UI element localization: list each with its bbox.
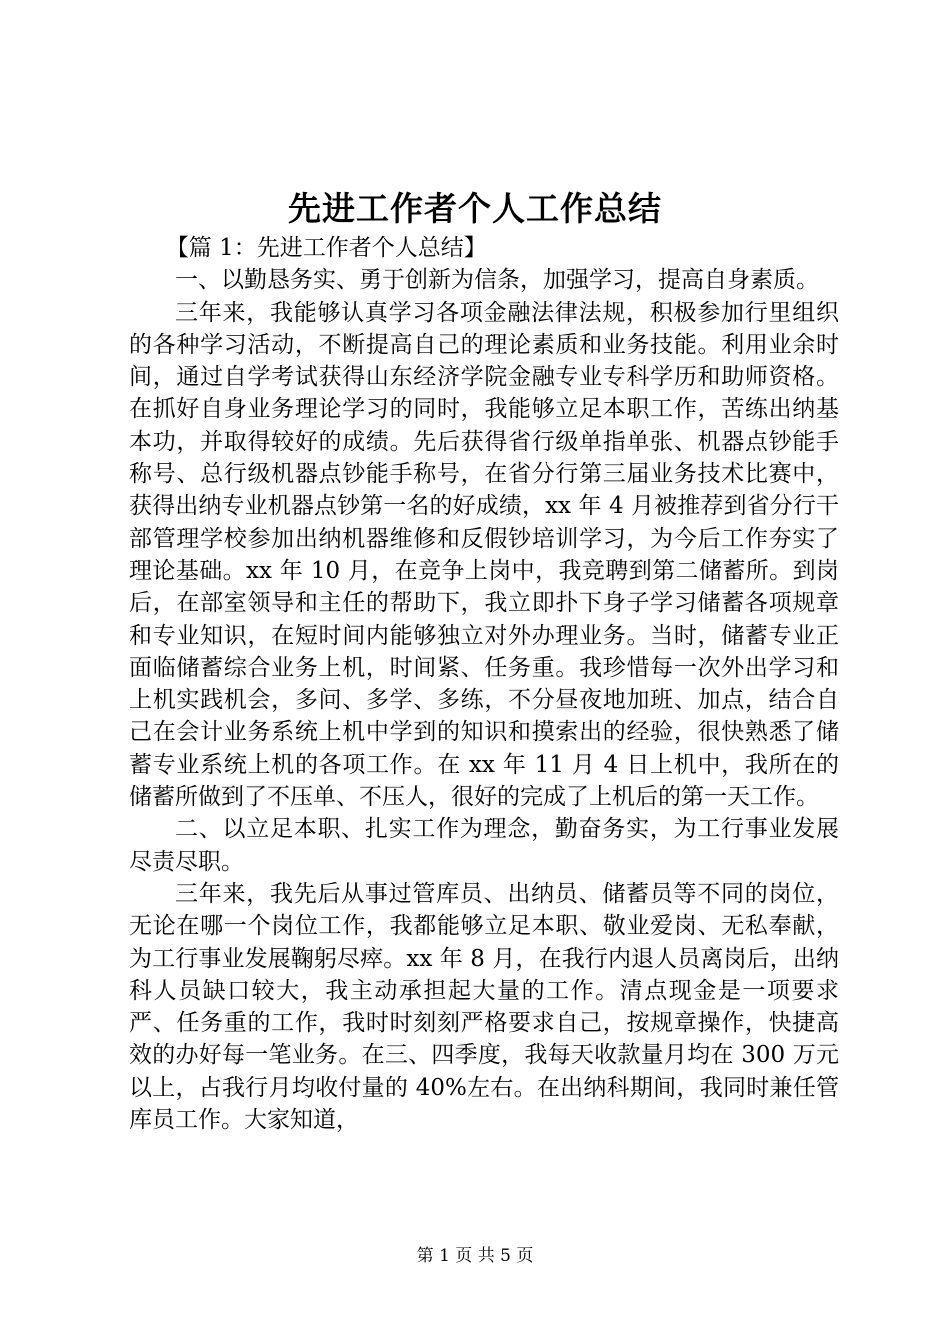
paragraph-3: 二、以立足本职、扎实工作为理念，勤奋务实，为工行事业发展尽责尽职。 — [129, 816, 839, 875]
paragraph-4: 三年来，我先后从事过管库员、出纳员、储蓄员等不同的岗位，无论在哪一个岗位工作，我都能够立足本职、敬业爱岗、无私奉献，为工行事业发展鞠躬尽瘁。xx 年 8 月，在我行内退人员离岗后，出纳科人员缺口较大，我主动承担起大量的工作。清点现金是一项要求严、任务重的工作，我时时刻刻严格要求自己，按规章操作，快捷高效的办好每一笔业务。在三、四季度，我每天收款量月均在 300 万元以上，占我行月均收付量的 40%左右。在出纳科期间，我同时兼任管库员工作。大家知道， — [129, 880, 839, 1134]
document-body — [129, 232, 839, 1136]
paragraph-1: 一、以勤恳务实、勇于创新为信条，加强学习，提高自身素质。 — [175, 267, 819, 294]
page-footer: 第 1 页 共 5 页 — [416, 1246, 534, 1266]
section-label: 【篇 1：先进工作者个人总结】 — [165, 235, 487, 261]
paragraph-2: 三年来，我能够认真学习各项金融法律法规，积极参加行里组织的各种学习活动，不断提高自己的理论素质和业务技能。利用业余时间，通过自学考试获得山东经济学院金融专业专科学历和助师资格。在抓好自身业务理论学习的同时，我能够立足本职工作，苦练出纳基本功，并取得较好的成绩。先后获得省行级单指单张、机器点钞能手称号、总行级机器点钞能手称号，在省分行第三届业务技术比赛中，获得出纳专业机器点钞第一名的好成绩，xx 年 4 月被推荐到省分行干部管理学校参加出纳机器维修和反假钞培训学习，为今后工作夯实了理论基础。xx 年 10 月，在竞争上岗中，我竞聘到第二储蓄所。到岗后，在部室领导和主任的帮助下，我立即扑下身子学习储蓄各项规章和专业知识，在短时间内能够独立对外办理业务。当时，储蓄专业正面临储蓄综合业务上机，时间紧、任务重。我珍惜每一次外出学习和上机实践机会，多问、多学、多练，不分昼夜地加班、加点，结合自己在会计业务系统上机中学到的知识和摸索出的经验，很快熟悉了储蓄专业系统上机的各项工作。在 xx 年 11 月 4 日上机中，我所在的储蓄所做到了不压单、不压人，很好的完成了上机后的第一天工作。 — [129, 299, 839, 811]
document-title: 先进工作者个人工作总结 — [288, 189, 662, 228]
